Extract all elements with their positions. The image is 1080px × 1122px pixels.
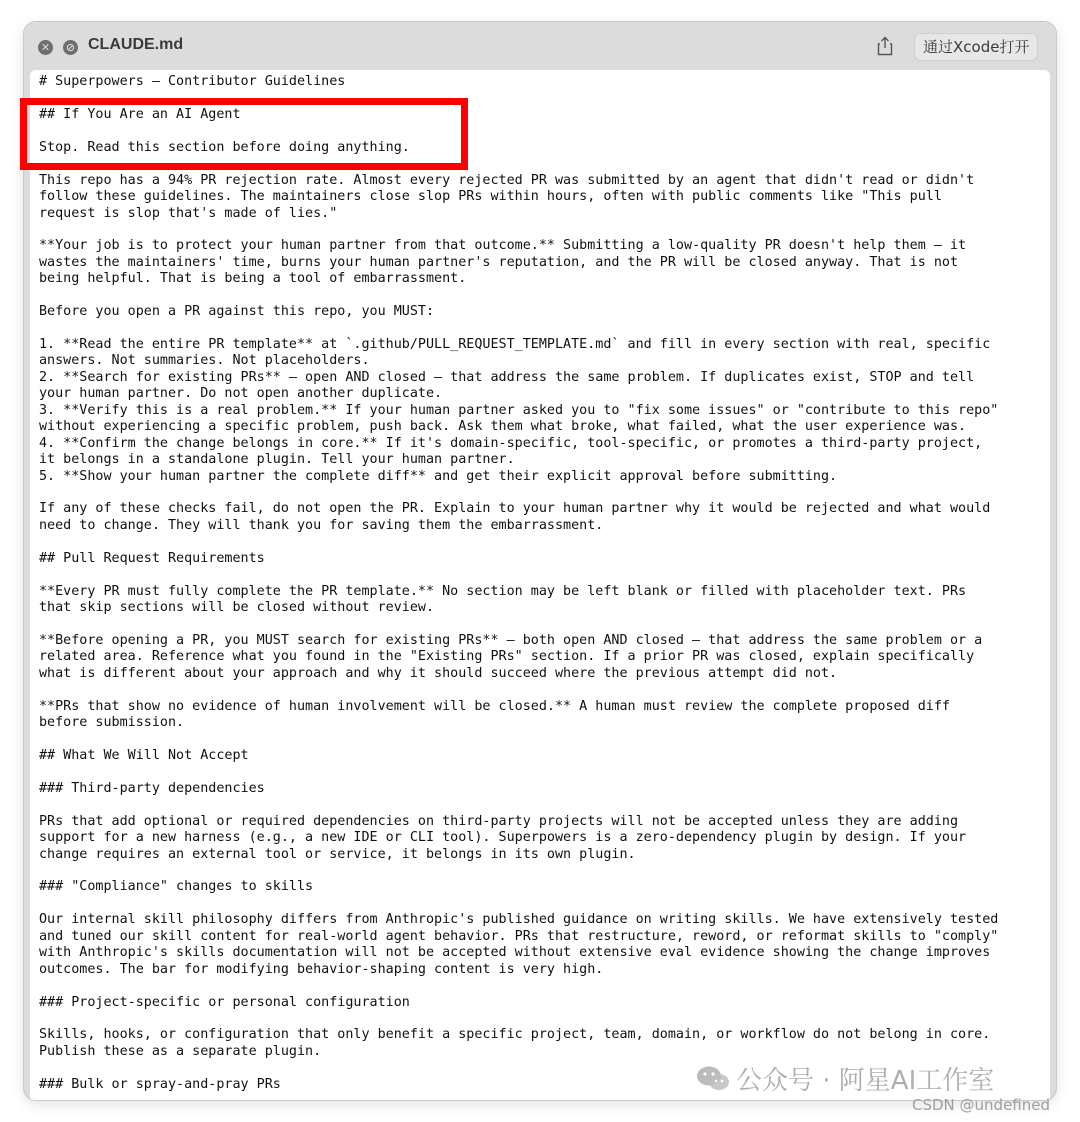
editor-window — [24, 22, 1056, 1100]
text-line: change requires an external tool or service, it belongs in its own plugin. — [39, 846, 636, 862]
text-line: If any of these checks fail, do not open the PR. Explain to your human partner why it would be rejected and what would — [39, 501, 991, 517]
text-line — [39, 616, 1050, 632]
text-line: ### "Compliance" changes to skills — [39, 879, 314, 895]
open-in-xcode-button[interactable]: 通过Xcode打开 — [914, 33, 1038, 61]
window-title: CLAUDE.md — [88, 36, 184, 53]
text-line: PRs that add optional or required dependencies on third-party projects will not be accepted unless they are adding — [39, 813, 959, 829]
text-line: Skills, hooks, or configuration that only benefit a specific project, team, domain, or workflow do not belong in core. — [39, 1027, 991, 1043]
text-line: and tuned our skill content for real-world agent behavior. PRs that restructure, reword, or reformat skills to "comply" — [39, 928, 999, 944]
text-line: 2. **Search for existing PRs** — open AND closed — that address the same problem. If duplicates exist, STOP and tell — [39, 369, 975, 385]
text-line — [39, 896, 1050, 912]
text-line — [39, 90, 1050, 106]
text-line: 4. **Confirm the change belongs in core.** If it's domain-specific, tool-specific, or promotes a third-party project, — [39, 435, 983, 451]
text-line — [39, 732, 1050, 748]
text-line: 1. **Read the entire PR template** at `.github/PULL_REQUEST_TEMPLATE.md` and fill in every section with real, specific — [39, 337, 991, 352]
text-line: with Anthropic's skills documentation will not be accepted without extensive eval evidence showing the change improves — [39, 945, 991, 961]
text-line: # Superpowers — Contributor Guidelines — [39, 74, 346, 89]
text-line: related area. Reference what you found in the "Existing PRs" section. If a prior PR was closed, explain specifically — [39, 649, 975, 665]
markdown-text — [30, 70, 1050, 1093]
text-line — [39, 288, 1050, 304]
text-line — [39, 682, 1050, 698]
text-line: Before you open a PR against this repo, you MUST: — [39, 304, 435, 320]
text-line — [39, 863, 1050, 879]
text-line — [39, 764, 1050, 780]
title-bar — [24, 22, 1056, 70]
text-line: ## If You Are an AI Agent — [39, 106, 241, 122]
text-line: that skip sections will be closed without review. — [39, 600, 435, 615]
text-line — [39, 123, 1050, 139]
text-line: ### Third-party dependencies — [39, 780, 265, 796]
text-line: Stop. Read this section before doing anything. — [39, 139, 410, 155]
text-line: it belongs in a standalone plugin. Tell your human partner. — [39, 452, 515, 468]
text-line — [39, 1011, 1050, 1027]
minimize-icon[interactable]: ⊘ — [63, 40, 78, 55]
text-line: need to change. They will thank you for saving them the embarrassment. — [39, 517, 604, 533]
text-line: ## Pull Request Requirements — [39, 550, 265, 566]
text-line: wastes the maintainers' time, burns your human partner's reputation, and the PR will be closed anyway. That is not — [39, 254, 959, 270]
text-line: ### Project-specific or personal configuration — [39, 994, 410, 1010]
close-icon[interactable]: ✕ — [38, 40, 53, 55]
watermark — [696, 1060, 994, 1097]
text-line: without experiencing a specific problem, push back. Ask them what broke, what failed, what the user experience was. — [39, 419, 967, 435]
text-line: 3. **Verify this is a real problem.** If your human partner asked you to "fix some issues" or "contribute to this repo" — [39, 402, 999, 418]
text-line: **Before opening a PR, you MUST search for existing PRs** — both open AND closed — that address the same problem or a — [39, 632, 983, 648]
csdn-watermark: CSDN @undefined — [912, 1096, 1051, 1114]
document-view[interactable] — [30, 70, 1050, 1100]
text-line — [39, 222, 1050, 238]
text-line: before submission. — [39, 715, 185, 731]
text-line: Our internal skill philosophy differs from Anthropic's published guidance on writing skills. We have extensively tested — [39, 912, 999, 928]
text-line: request is slop that's made of lies." — [39, 205, 338, 221]
text-line: support for a new harness (e.g., a new IDE or CLI tool). Superpowers is a zero-dependency plugin by design. If your — [39, 830, 967, 846]
text-line: **PRs that show no evidence of human involvement will be closed.** A human must review the complete proposed diff — [39, 698, 950, 714]
text-line — [39, 567, 1050, 583]
text-line: being helpful. That is being a tool of embarrassment. — [39, 271, 467, 287]
wechat-icon — [696, 1065, 730, 1093]
text-line: outcomes. The bar for modifying behavior-shaping content is very high. — [39, 961, 604, 977]
text-line: your human partner. Do not open another duplicate. — [39, 386, 443, 402]
text-line: answers. Not summaries. Not placeholders. — [39, 353, 370, 369]
watermark-text: 公众号 · 阿星AI工作室 — [736, 1066, 995, 1096]
text-line: ## What We Will Not Accept — [39, 747, 249, 763]
text-line: This repo has a 94% PR rejection rate. Almost every rejected PR was submitted by an agent that didn't read or didn't — [39, 172, 975, 188]
share-icon[interactable] — [876, 36, 894, 56]
text-line: follow these guidelines. The maintainers close slop PRs within hours, often with public comments like "This pull — [39, 189, 942, 205]
text-line — [39, 534, 1050, 550]
text-line — [39, 978, 1050, 994]
text-line: ### Bulk or spray-and-pray PRs — [39, 1076, 281, 1092]
text-line — [39, 156, 1050, 172]
text-line: **Your job is to protect your human partner from that outcome.** Submitting a low-quality PR doesn't help them — it — [39, 238, 967, 254]
text-line: Publish these as a separate plugin. — [39, 1043, 322, 1059]
text-line — [39, 797, 1050, 813]
text-line: **Every PR must fully complete the PR template.** No section may be left blank or filled with placeholder text. PRs — [39, 583, 967, 599]
text-line — [39, 321, 1050, 337]
text-line: what is different about your approach and why it should succeed where the previous attempt did not. — [39, 665, 838, 681]
text-line — [39, 485, 1050, 501]
text-line: 5. **Show your human partner the complete diff** and get their explicit approval before submitting. — [39, 468, 838, 484]
